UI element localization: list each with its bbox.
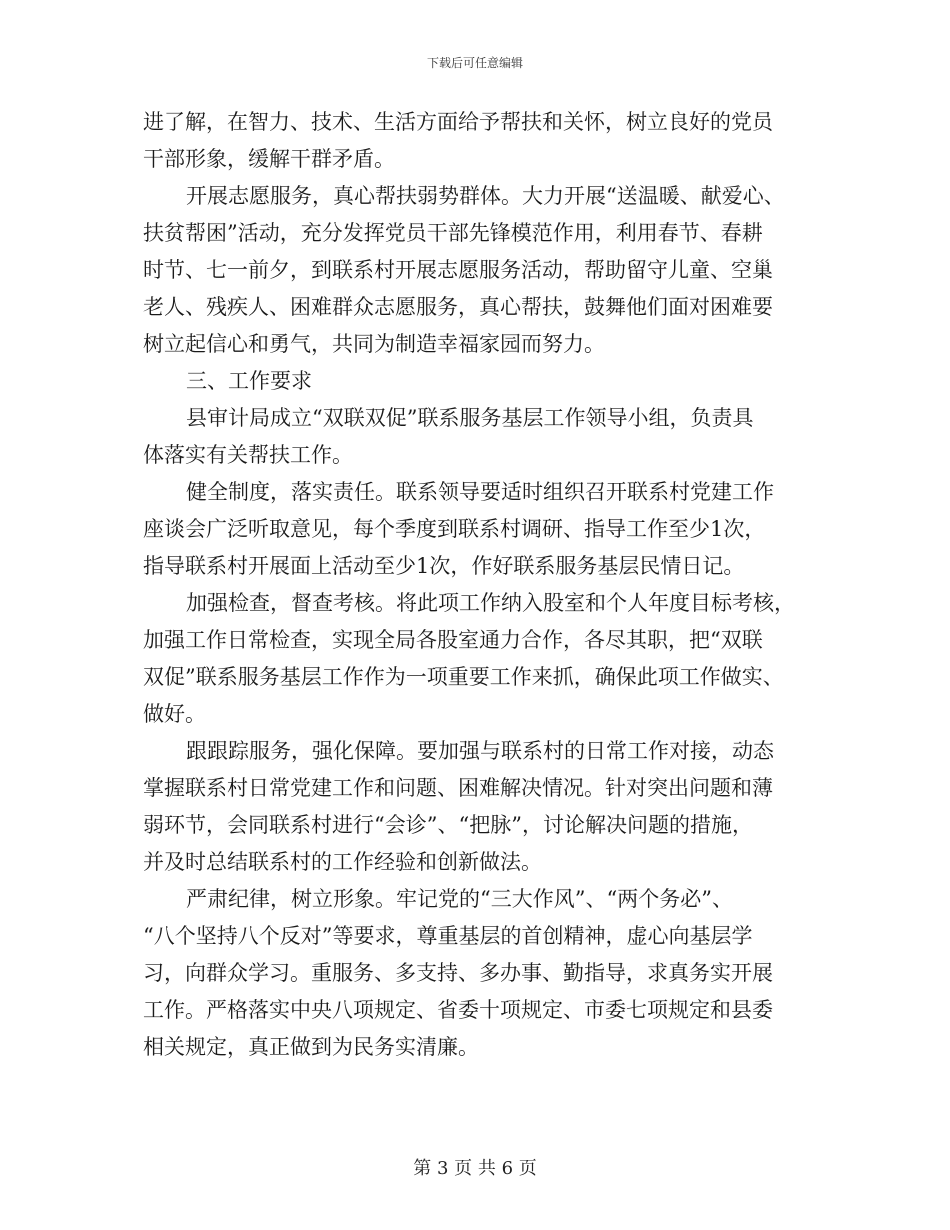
text-line: 开展志愿服务，真心帮扶弱势群体。大力开展“送温暖、献爱心、	[186, 184, 785, 208]
text-line: 进了解，在智力、技术、生活方面给予帮扶和关怀，树立良好的党员	[143, 110, 773, 134]
page-number: 第 3 页 共 6 页	[413, 1158, 537, 1179]
text-line: 习，向群众学习。重服务、多支持、多办事、勤指导，求真务实开展	[143, 961, 773, 985]
text-line: 三、工作要求	[186, 369, 312, 393]
text-line: 干部形象，缓解干群矛盾。	[143, 147, 395, 171]
page-header-note: 下载后可任意编辑	[426, 56, 523, 70]
text-line: 座谈会广泛听取意见，每个季度到联系村调研、指导工作至少1次，	[143, 517, 766, 541]
text-line: 县审计局成立“双联双促”联系服务基层工作领导小组，负责具	[186, 406, 754, 430]
text-line: 树立起信心和勇气，共同为制造幸福家园而努力。	[143, 332, 605, 356]
text-line: 体落实有关帮扶工作。	[143, 443, 353, 467]
text-line: 老人、残疾人、困难群众志愿服务，真心帮扶，鼓舞他们面对困难要	[143, 295, 773, 319]
text-line: 加强检查，督查考核。将此项工作纳入股室和个人年度目标考核，	[186, 591, 795, 615]
document-body	[143, 104, 813, 1066]
text-line: 严肃纪律，树立形象。牢记党的“三大作风”、“两个务必”、	[186, 887, 733, 911]
text-line: 弱环节，会同联系村进行“会诊”、“把脉”，讨论解决问题的措施，	[143, 813, 753, 837]
text-line: 指导联系村开展面上活动至少1次，作好联系服务基层民情日记。	[143, 554, 745, 578]
text-line: 加强工作日常检查，实现全局各股室通力合作，各尽其职，把“双联	[143, 628, 763, 652]
text-line: 相关规定，真正做到为民务实清廉。	[143, 1035, 479, 1059]
text-line: 时节、七一前夕，到联系村开展志愿服务活动，帮助留守儿童、空巢	[143, 258, 773, 282]
text-line: 做好。	[143, 702, 206, 726]
text-line: 健全制度，落实责任。联系领导要适时组织召开联系村党建工作	[186, 480, 774, 504]
text-line: 双促”联系服务基层工作作为一项重要工作来抓，确保此项工作做实、	[143, 665, 784, 689]
text-line: 跟跟踪服务，强化保障。要加强与联系村的日常工作对接，动态	[186, 739, 774, 763]
text-line: 工作。严格落实中央八项规定、省委十项规定、市委七项规定和县委	[143, 998, 773, 1022]
text-line: 掌握联系村日常党建工作和问题、困难解决情况。针对突出问题和薄	[143, 776, 773, 800]
text-line: “八个坚持八个反对”等要求，尊重基层的首创精神，虚心向基层学	[143, 924, 753, 948]
text-line: 并及时总结联系村的工作经验和创新做法。	[143, 850, 542, 874]
text-line: 扶贫帮困”活动，充分发挥党员干部先锋模范作用，利用春节、春耕	[143, 221, 763, 245]
